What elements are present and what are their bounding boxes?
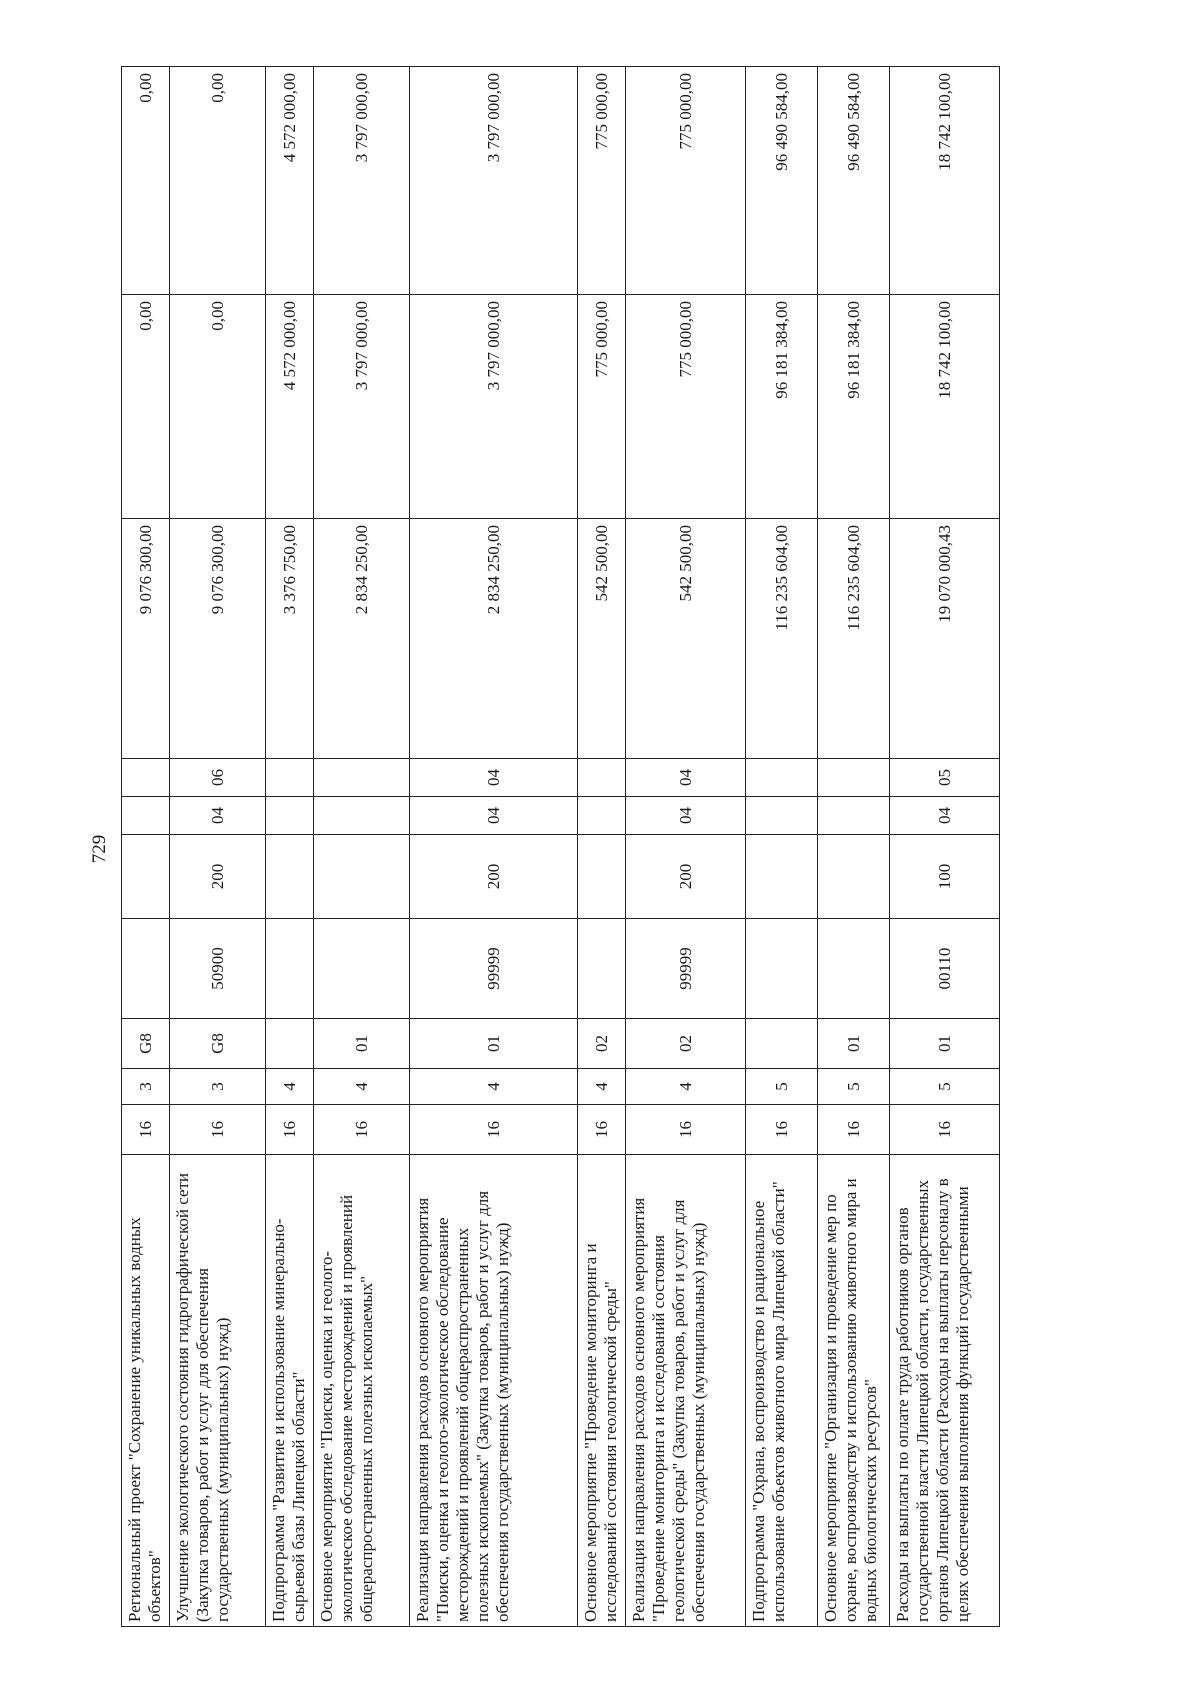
- code-cell: 100: [890, 835, 1000, 919]
- table-row: [890, 67, 1000, 1627]
- row-name-cell: Основное мероприятие "Поиски, оценка и геолого-экологическое обследование месторождений и проявлений общераспространенных полезных ископаемых": [314, 1155, 410, 1627]
- code-cell: [818, 759, 890, 797]
- amount-cell: 775 000,00: [626, 295, 746, 519]
- row-name-cell: Основное мероприятие "Организация и проведение мер по охране, воспроизводству и использованию животного мира и водных биологических ресурсов": [818, 1155, 890, 1627]
- code-cell: 16: [818, 1105, 890, 1155]
- page-number: 729: [89, 834, 110, 864]
- amount-cell: 116 235 604,00: [818, 519, 890, 759]
- code-cell: G8: [122, 1019, 170, 1069]
- table-row: [170, 67, 266, 1627]
- amount-cell: 96 490 584,00: [746, 67, 818, 295]
- code-cell: 200: [170, 835, 266, 919]
- code-cell: 5: [818, 1069, 890, 1105]
- code-cell: 16: [890, 1105, 1000, 1155]
- code-cell: [746, 835, 818, 919]
- code-cell: 3: [170, 1069, 266, 1105]
- amount-cell: 542 500,00: [626, 519, 746, 759]
- table-row: [818, 67, 890, 1627]
- code-cell: 16: [578, 1105, 626, 1155]
- code-cell: 16: [626, 1105, 746, 1155]
- code-cell: 04: [890, 797, 1000, 835]
- code-cell: [122, 759, 170, 797]
- code-cell: [314, 759, 410, 797]
- code-cell: [578, 835, 626, 919]
- code-cell: 00110: [890, 919, 1000, 1019]
- code-cell: [122, 797, 170, 835]
- amount-cell: 9 076 300,00: [170, 519, 266, 759]
- table-row: [314, 67, 410, 1627]
- row-name-cell: Подпрограмма "Охрана, воспроизводство и рациональное использование объектов животного мира Липецкой области": [746, 1155, 818, 1627]
- code-cell: 99999: [410, 919, 578, 1019]
- row-name-cell: Реализация направления расходов основного мероприятия "Поиски, оценка и геолого-экологическое обследование месторождений и проявлений общераспространенных полезных ископаемых" (Закупка товаров, работ и услуг для обеспечения государственных (муниципальных) нужд): [410, 1155, 578, 1627]
- code-cell: [746, 759, 818, 797]
- code-cell: 4: [578, 1069, 626, 1105]
- amount-cell: 0,00: [170, 67, 266, 295]
- code-cell: 01: [818, 1019, 890, 1069]
- amount-cell: 96 181 384,00: [818, 295, 890, 519]
- row-name-cell: Основное мероприятие "Проведение мониторинга и исследований состояния геологической среды": [578, 1155, 626, 1627]
- amount-cell: 775 000,00: [626, 67, 746, 295]
- code-cell: 16: [170, 1105, 266, 1155]
- code-cell: [818, 919, 890, 1019]
- amount-cell: 96 490 584,00: [818, 67, 890, 295]
- amount-cell: 4 572 000,00: [266, 295, 314, 519]
- amount-cell: 116 235 604,00: [746, 519, 818, 759]
- budget-table-rotated: [121, 67, 972, 1627]
- code-cell: 16: [746, 1105, 818, 1155]
- code-cell: [578, 759, 626, 797]
- code-cell: 4: [626, 1069, 746, 1105]
- code-cell: [314, 835, 410, 919]
- amount-cell: 3 797 000,00: [314, 295, 410, 519]
- row-name-cell: Улучшение экологического состояния гидрографической сети (Закупка товаров, работ и услуг для обеспечения государственных (муниципальных) нужд): [170, 1155, 266, 1627]
- code-cell: [578, 797, 626, 835]
- table-body: [122, 67, 1000, 1627]
- code-cell: [266, 1019, 314, 1069]
- amount-cell: 96 181 384,00: [746, 295, 818, 519]
- code-cell: 200: [410, 835, 578, 919]
- code-cell: 5: [746, 1069, 818, 1105]
- table-row: [746, 67, 818, 1627]
- code-cell: [266, 919, 314, 1019]
- amount-cell: 775 000,00: [578, 295, 626, 519]
- amount-cell: 4 572 000,00: [266, 67, 314, 295]
- code-cell: [122, 919, 170, 1019]
- code-cell: 4: [410, 1069, 578, 1105]
- code-cell: 200: [626, 835, 746, 919]
- code-cell: 04: [410, 797, 578, 835]
- code-cell: 04: [626, 797, 746, 835]
- code-cell: 02: [626, 1019, 746, 1069]
- code-cell: 16: [410, 1105, 578, 1155]
- amount-cell: 19 070 000,43: [890, 519, 1000, 759]
- code-cell: 99999: [626, 919, 746, 1019]
- code-cell: 50900: [170, 919, 266, 1019]
- code-cell: 16: [314, 1105, 410, 1155]
- code-cell: G8: [170, 1019, 266, 1069]
- code-cell: 01: [314, 1019, 410, 1069]
- budget-table: [121, 66, 1000, 1627]
- amount-cell: 3 797 000,00: [314, 67, 410, 295]
- table-row: [626, 67, 746, 1627]
- code-cell: [266, 759, 314, 797]
- code-cell: 4: [266, 1069, 314, 1105]
- code-cell: [266, 797, 314, 835]
- table-row: [122, 67, 170, 1627]
- amount-cell: 542 500,00: [578, 519, 626, 759]
- code-cell: [122, 835, 170, 919]
- code-cell: [746, 797, 818, 835]
- table-row: [578, 67, 626, 1627]
- code-cell: 02: [578, 1019, 626, 1069]
- code-cell: [746, 1019, 818, 1069]
- row-name-cell: Расходы на выплаты по оплате труда работников органов государственной власти Липецкой области, государственных органов Липецкой области (Расходы на выплаты персоналу в целях обеспечения выполнения функций государственными: [890, 1155, 1000, 1627]
- code-cell: [818, 835, 890, 919]
- code-cell: 16: [122, 1105, 170, 1155]
- code-cell: 3: [122, 1069, 170, 1105]
- amount-cell: 18 742 100,00: [890, 295, 1000, 519]
- code-cell: 4: [314, 1069, 410, 1105]
- code-cell: 01: [410, 1019, 578, 1069]
- amount-cell: 0,00: [170, 295, 266, 519]
- amount-cell: 0,00: [122, 295, 170, 519]
- code-cell: 04: [626, 759, 746, 797]
- code-cell: [314, 797, 410, 835]
- code-cell: [266, 835, 314, 919]
- amount-cell: 9 076 300,00: [122, 519, 170, 759]
- code-cell: 04: [410, 759, 578, 797]
- row-name-cell: Реализация направления расходов основного мероприятия "Проведение мониторинга и исследований состояния геологической среды" (Закупка товаров, работ и услуг для обеспечения государственных (муниципальных) нужд): [626, 1155, 746, 1627]
- code-cell: [746, 919, 818, 1019]
- code-cell: 01: [890, 1019, 1000, 1069]
- amount-cell: 775 000,00: [578, 67, 626, 295]
- code-cell: 04: [170, 797, 266, 835]
- code-cell: [314, 919, 410, 1019]
- code-cell: 06: [170, 759, 266, 797]
- code-cell: [578, 919, 626, 1019]
- row-name-cell: Региональный проект "Сохранение уникальных водных объектов": [122, 1155, 170, 1627]
- code-cell: 5: [890, 1069, 1000, 1105]
- amount-cell: 3 797 000,00: [410, 295, 578, 519]
- amount-cell: 3 376 750,00: [266, 519, 314, 759]
- table-row: [410, 67, 578, 1627]
- amount-cell: 2 834 250,00: [410, 519, 578, 759]
- code-cell: [818, 797, 890, 835]
- amount-cell: 2 834 250,00: [314, 519, 410, 759]
- amount-cell: 3 797 000,00: [410, 67, 578, 295]
- row-name-cell: Подпрограмма "Развитие и использование минерально-сырьевой базы Липецкой области": [266, 1155, 314, 1627]
- table-row: [266, 67, 314, 1627]
- amount-cell: 0,00: [122, 67, 170, 295]
- amount-cell: 18 742 100,00: [890, 67, 1000, 295]
- code-cell: 16: [266, 1105, 314, 1155]
- code-cell: 05: [890, 759, 1000, 797]
